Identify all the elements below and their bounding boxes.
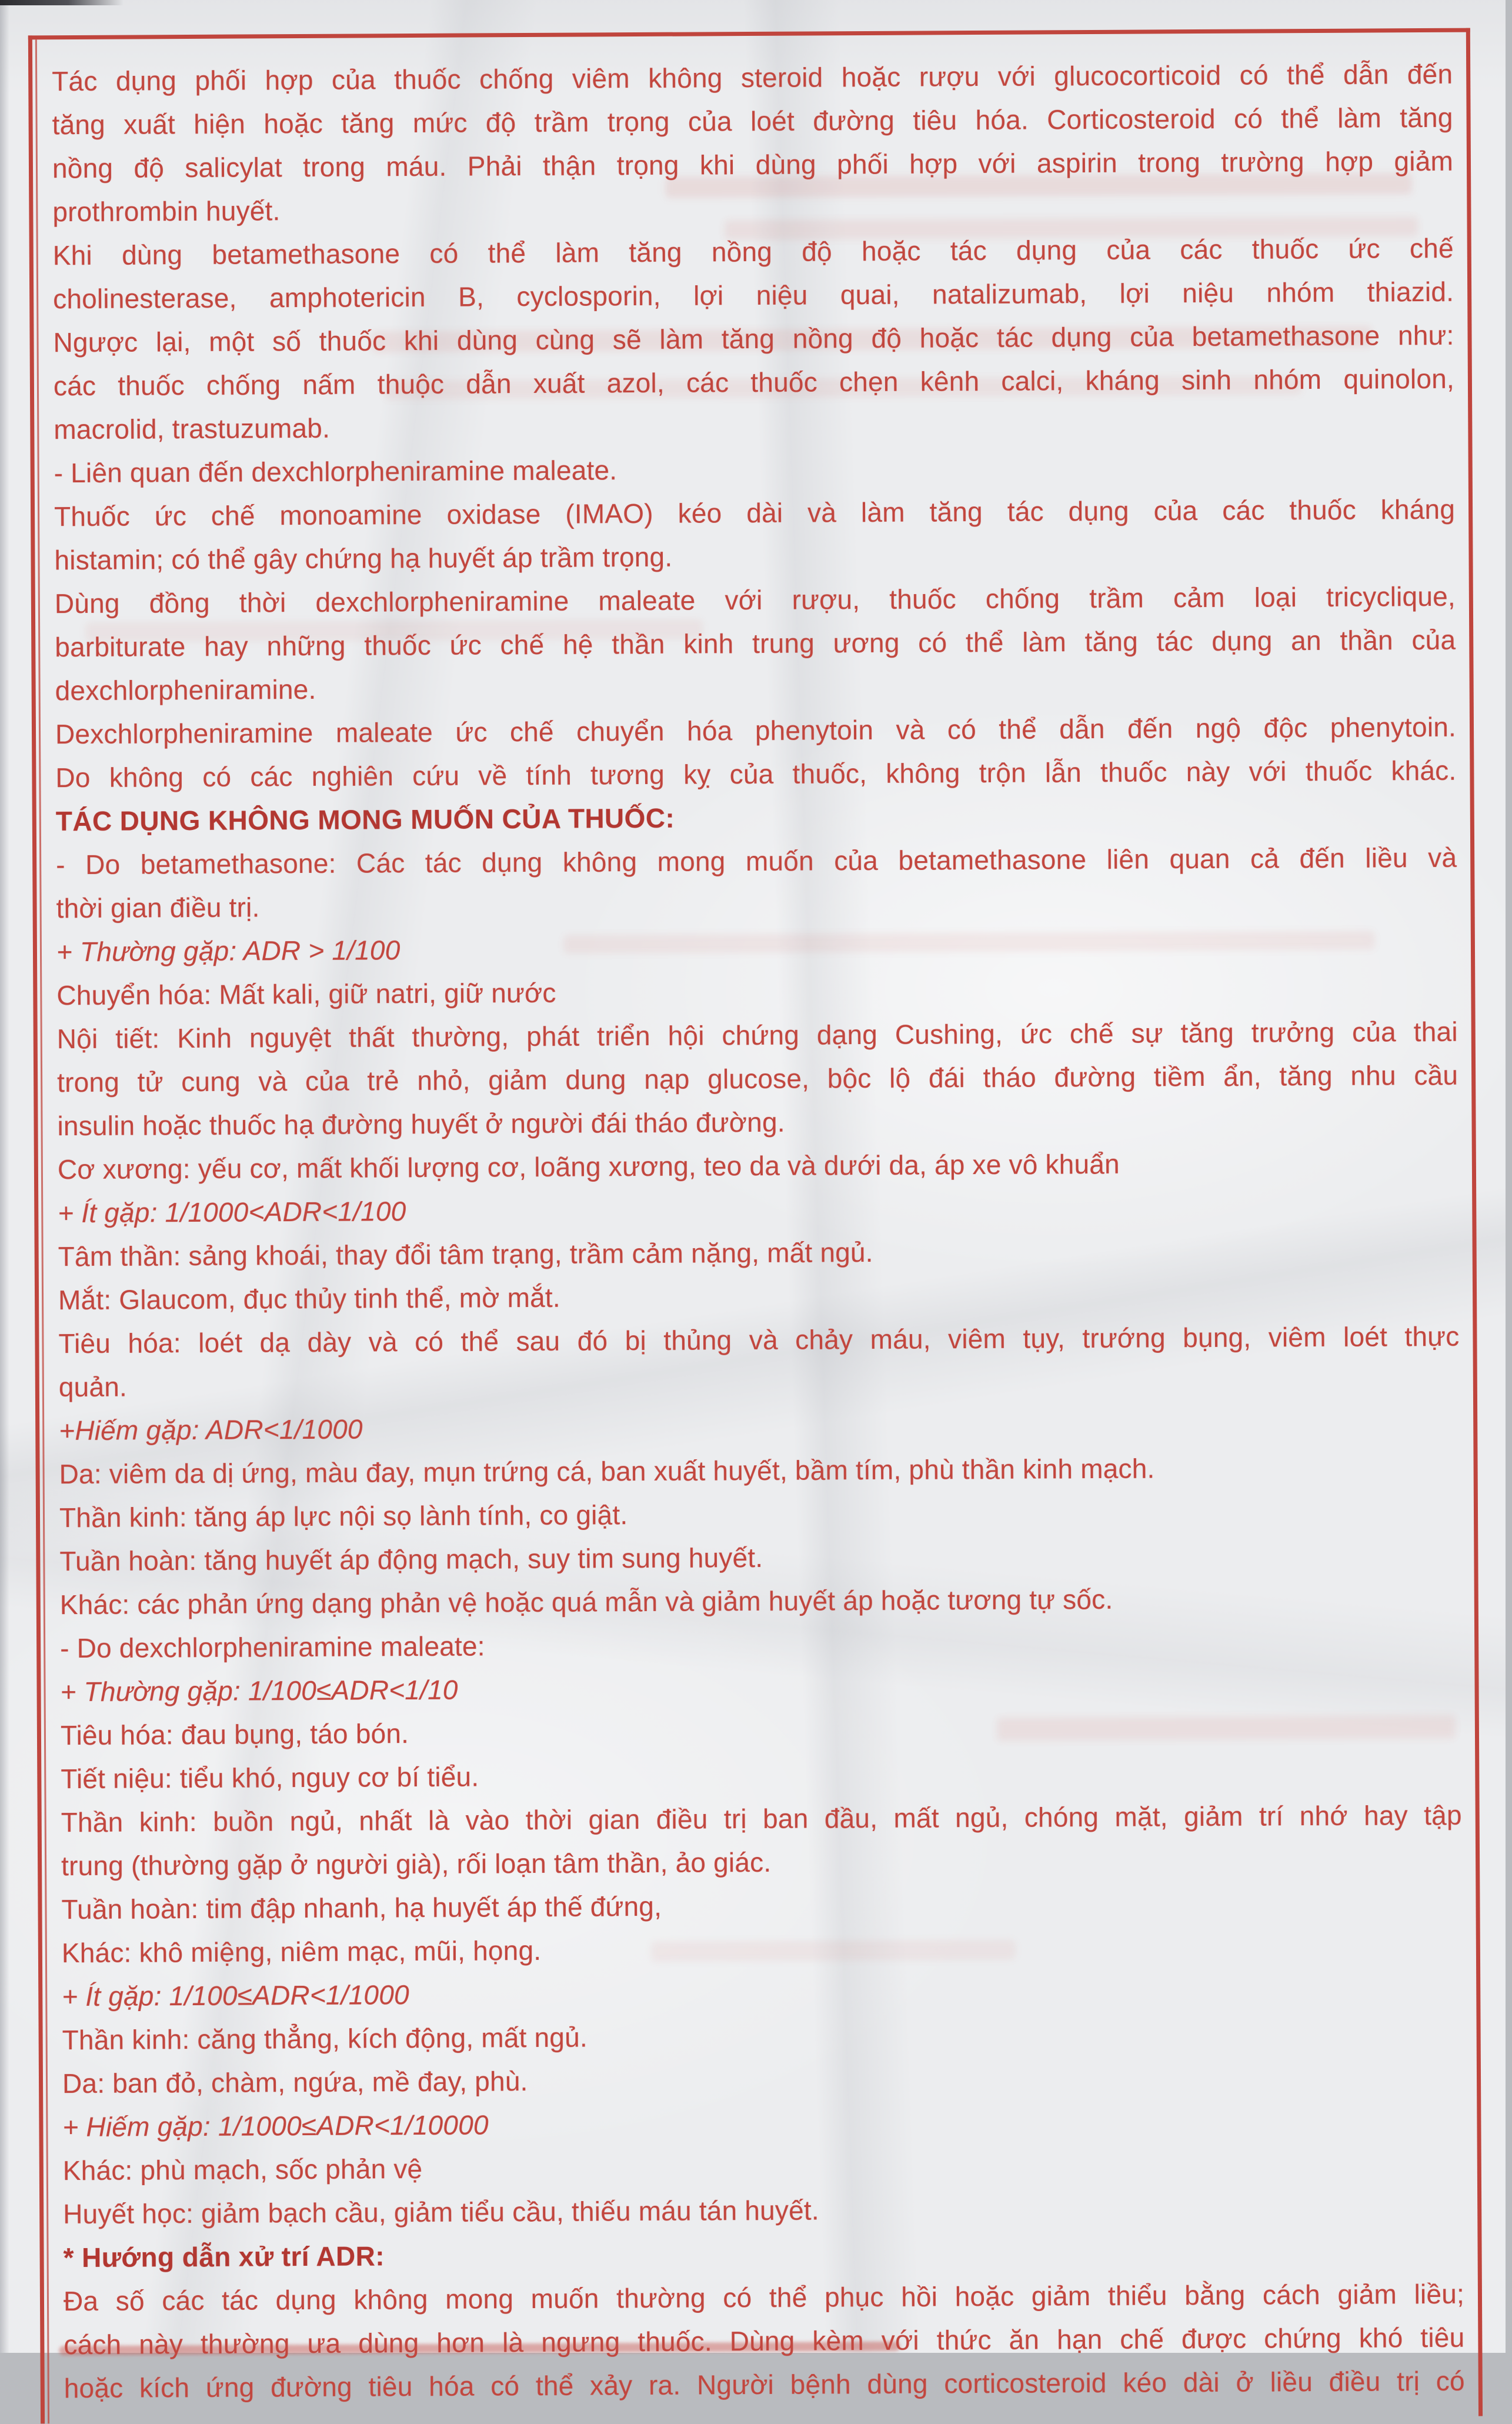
text-line: dexchlorpheniramine. xyxy=(55,673,316,706)
text-line: Do không có các nghiên cứu về tính tương kỵ của thuốc, không trộn lẫn thuốc này với thuốc khác. xyxy=(55,755,1457,793)
text-line: Thần kinh: tăng áp lực nội sọ lành tính, co giật. xyxy=(59,1499,628,1533)
text-line: prothrombin huyết. xyxy=(52,195,281,228)
text-line: Mắt: Glaucom, đục thủy tinh thể, mờ mắt. xyxy=(58,1282,560,1316)
text-line: nồng độ salicylat trong máu. Phải thận trọng khi dùng phối hợp với aspirin trong trường hợp giảm xyxy=(52,145,1454,184)
text-line: Chuyển hóa: Mất kali, giữ natri, giữ nước xyxy=(56,977,556,1011)
text-line: tăng xuất hiện hoặc tăng mức độ trầm trọng của loét đường tiêu hóa. Corticosteroid có thể làm tăng xyxy=(52,102,1453,141)
text-line: Huyết học: giảm bạch cầu, giảm tiểu cầu, thiếu máu tán huyết. xyxy=(63,2195,819,2230)
text-line: Tác dụng phối hợp của thuốc chống viêm không steroid hoặc rượu với glucocorticoid có thể dẫn đến xyxy=(52,58,1453,97)
text-line: Khác: khô miệng, niêm mạc, mũi, họng. xyxy=(61,1935,542,1969)
text-line: Tiêu hóa: đau bụng, táo bón. xyxy=(60,1718,409,1751)
text-line: - Liên quan đến dexchlorpheniramine maleate. xyxy=(54,455,618,489)
text-line: quản. xyxy=(58,1371,128,1403)
text-line: Thuốc ức chế monoamine oxidase (IMAO) kéo dài và làm tăng tác dụng của các thuốc kháng xyxy=(54,494,1456,532)
text-line: Dùng đồng thời dexchlorpheniramine maleate với rượu, thuốc chống trầm cảm loại tricyclique, xyxy=(54,581,1456,619)
leaflet-text-block xyxy=(52,52,1465,2410)
text-line: hoặc kích ứng đường tiêu hóa có thể xảy ra. Người bệnh dùng corticosteroid kéo dài ở liều điều trị có xyxy=(64,2365,1465,2404)
text-line: Khác: phù mạch, sốc phản vệ xyxy=(62,2153,423,2186)
text-line: Tuần hoàn: tăng huyết áp động mạch, suy tim sung huyết. xyxy=(59,1542,763,1577)
text-line: Tâm thần: sảng khoái, thay đổi tâm trạng, trầm cảm nặng, mất ngủ. xyxy=(58,1236,873,1272)
text-line: + Thường gặp: 1/100≤ADR<1/10 xyxy=(60,1674,458,1708)
text-line: Tiết niệu: tiểu khó, nguy cơ bí tiểu. xyxy=(61,1761,479,1795)
text-line: trung (thường gặp ở người già), rối loạn tâm thần, ảo giác. xyxy=(61,1846,772,1882)
text-line: + Ít gặp: 1/1000<ADR<1/100 xyxy=(58,1196,406,1229)
text-line: + Ít gặp: 1/100≤ADR<1/1000 xyxy=(62,1979,409,2012)
text-line: các thuốc chống nấm thuộc dẫn xuất azol, các thuốc chẹn kênh calci, kháng sinh nhóm quinolon, xyxy=(53,363,1455,402)
text-line: TÁC DỤNG KHÔNG MONG MUỐN CỦA THUỐC: xyxy=(55,802,675,837)
text-line: Ngược lại, một số thuốc khi dùng cùng sẽ làm tăng nồng độ hoặc tác dụng của betamethasone như: xyxy=(53,319,1454,358)
text-line: Cơ xương: yếu cơ, mất khối lượng cơ, loãng xương, teo da và dưới da, áp xe vô khuẩn xyxy=(57,1148,1120,1185)
text-line: Khi dùng betamethasone có thể làm tăng nồng độ hoặc tác dụng của các thuốc ức chế xyxy=(52,232,1454,271)
text-line: histamin; có thể gây chứng hạ huyết áp trầm trọng. xyxy=(54,541,673,576)
text-line: Dexchlorpheniramine maleate ức chế chuyển hóa phenytoin và có thể dẫn đến ngộ độc phenytoin. xyxy=(55,711,1457,750)
text-line: Da: viêm da dị ứng, màu đay, mụn trứng cá, ban xuất huyết, bầm tím, phù thần kinh mạch. xyxy=(59,1453,1155,1490)
text-line: thời gian điều trị. xyxy=(56,892,260,924)
text-line: barbiturate hay những thuốc ức chế hệ thần kinh trung ương có thể làm tăng tác dụng an thần của xyxy=(55,624,1456,663)
text-line: Thần kinh: buồn ngủ, nhất là vào thời gian điều trị ban đầu, mất ngủ, chóng mặt, giảm trí nhớ hay tập xyxy=(61,1799,1462,1838)
text-line: Tuần hoàn: tim đập nhanh, hạ huyết áp thế đứng, xyxy=(61,1890,662,1925)
text-line: macrolid, trastuzumab. xyxy=(54,412,331,445)
text-line: Khác: các phản ứng dạng phản vệ hoặc quá mẫn và giảm huyết áp hoặc tương tự sốc. xyxy=(59,1583,1113,1621)
text-line: - Do dexchlorpheniramine maleate: xyxy=(60,1631,485,1664)
text-line: Da: ban đỏ, chàm, ngứa, mề đay, phù. xyxy=(62,2066,528,2099)
text-line: insulin hoặc thuốc hạ đường huyết ở người đái tháo đường. xyxy=(57,1106,785,1142)
text-line: Nội tiết: Kinh nguyệt thất thường, phát triển hội chứng dạng Cushing, ức chế sự tăng trưởng của thai xyxy=(56,1016,1458,1055)
text-line: Thần kinh: căng thẳng, kích động, mất ngủ. xyxy=(62,2022,588,2056)
text-line: + Hiếm gặp: 1/1000≤ADR<1/10000 xyxy=(62,2109,489,2143)
text-line: cách này thường ưa dùng hơn là ngưng thuốc. Dùng kèm với thức ăn hạn chế được chứng khó tiêu xyxy=(64,2322,1465,2360)
text-line: + Thường gặp: ADR > 1/100 xyxy=(56,935,400,968)
text-line: +Hiếm gặp: ADR<1/1000 xyxy=(59,1413,363,1446)
text-line: Đa số các tác dụng không mong muốn thường có thể phục hồi hoặc giảm thiểu bằng cách giảm liều; xyxy=(63,2278,1465,2317)
text-line: trong tử cung và của trẻ nhỏ, giảm dung nạp glucose, bộc lộ đái tháo đường tiềm ẩn, tăng nhu cầu xyxy=(57,1059,1458,1098)
text-line: * Hướng dẫn xử trí ADR: xyxy=(63,2240,385,2273)
text-line: Tiêu hóa: loét dạ dày và có thể sau đó bị thủng và chảy máu, viêm tụy, trướng bụng, viêm loét thực xyxy=(58,1321,1460,1359)
text-line: - Do betamethasone: Các tác dụng không mong muốn của betamethasone liên quan cả đến liều và xyxy=(56,842,1457,881)
text-line: cholinesterase, amphotericin B, cyclosporin, lợi niệu quai, natalizumab, lợi niệu nhóm thiazid. xyxy=(53,276,1454,315)
